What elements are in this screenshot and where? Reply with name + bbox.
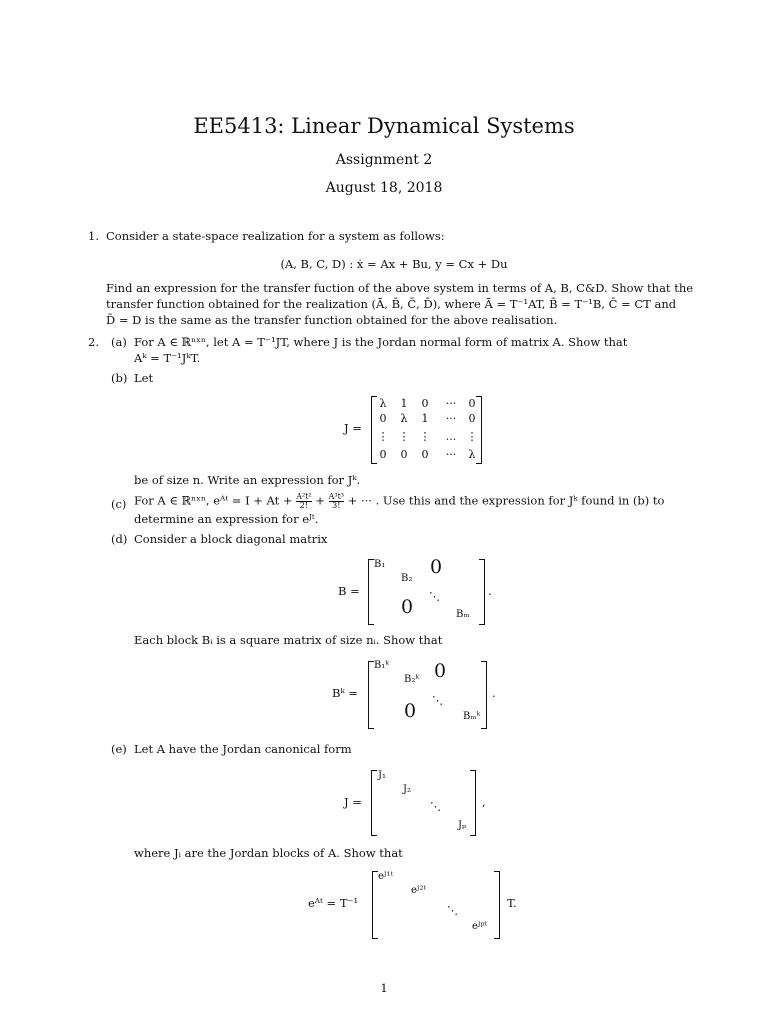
q2b-matrix-cell: ··· xyxy=(445,448,457,461)
document-subtitle: Assignment 2 xyxy=(335,152,433,168)
q2c-frac-1 xyxy=(296,493,311,510)
q2b-matrix-cell: ⋮ xyxy=(419,430,431,443)
q2e-j2: J₂ xyxy=(403,784,412,795)
q2b-text: Let xyxy=(134,371,154,385)
q2c-label: (c) xyxy=(111,497,127,511)
q2d-period: . xyxy=(488,584,492,598)
q2e-jp: Jₚ xyxy=(458,820,467,831)
q2e-comma: , xyxy=(482,795,486,809)
q2c-frac-2-num: A³t³ xyxy=(328,492,344,501)
page-number: 1 xyxy=(380,981,388,995)
q2e-lhs: J = xyxy=(344,795,362,809)
q2b-matrix-cell: ⋮ xyxy=(398,430,410,443)
q2c-line-1-pre: For A ∈ ℝⁿˣⁿ, eᴬᵗ = I + At + xyxy=(134,493,293,508)
q2d-bmk: Bₘᵏ xyxy=(463,711,481,722)
q2a-line-1: For A ∈ ℝⁿˣⁿ, let A = T⁻¹JT, where J is the Jordan normal form of matrix A. Show that xyxy=(134,335,628,349)
q2e-exp-right-bracket xyxy=(494,871,500,939)
q2d-bk-zero-upper: 0 xyxy=(434,660,447,682)
q1-text-line-3: D̄ = D is the same as the transfer function obtained for the above realisation. xyxy=(106,313,558,327)
q2e-lhs-2: eᴬᵗ = T⁻¹ xyxy=(308,896,359,910)
q2e-dots: ⋱ xyxy=(430,800,441,813)
q2b-after: be of size n. Write an expression for Jᵏ. xyxy=(134,473,361,487)
q2b-lhs: J = xyxy=(344,421,362,435)
q2d-period-2: . xyxy=(492,686,496,700)
q2e-j1: J₁ xyxy=(378,770,387,781)
q2d-bk-zero-lower: 0 xyxy=(404,700,417,722)
q2d-label: (d) xyxy=(111,532,128,546)
q2d-b1k: B₁ᵏ xyxy=(374,660,390,671)
q2b-matrix-cell: 0 xyxy=(400,448,408,461)
q2a-label: (a) xyxy=(111,335,127,349)
q2c-plus: + xyxy=(315,493,325,508)
q1-number: 1. xyxy=(88,229,99,243)
q2b-matrix-cell: 0 xyxy=(468,397,476,410)
q2e-right-bracket xyxy=(470,770,476,836)
q2e-ep: eᴶᵖᵗ xyxy=(472,921,487,932)
q2c-line-2: determine an expression for eᴶᵗ. xyxy=(134,512,319,526)
q2d-bk-right-bracket xyxy=(481,661,487,729)
q2b-matrix-cell: 1 xyxy=(400,397,408,410)
q2b-matrix-cell: ... xyxy=(445,430,457,443)
q2b-matrix-cell: λ xyxy=(379,397,387,410)
q2c-line-1 xyxy=(134,493,664,510)
q2c-frac-1-den: 2! xyxy=(299,501,309,510)
q2d-zero-lower: 0 xyxy=(401,596,414,618)
q2b-matrix-cell: ··· xyxy=(445,412,457,425)
q2c-frac-2 xyxy=(329,493,344,510)
q2b-label: (b) xyxy=(111,371,128,385)
q2b-matrix-cell: ··· xyxy=(445,397,457,410)
q2d-lhs: B = xyxy=(338,584,360,598)
q2d-text-2: Each block Bᵢ is a square matrix of size nᵢ. Show that xyxy=(134,633,443,647)
q2b-matrix-cell: 0 xyxy=(379,448,387,461)
q2b-matrix-cell: ⋮ xyxy=(466,430,478,443)
document-title: EE5413: Linear Dynamical Systems xyxy=(193,114,575,138)
q2e-text-2: where Jᵢ are the Jordan blocks of A. Show that xyxy=(134,846,403,860)
q2b-matrix-cell: 0 xyxy=(421,448,429,461)
q2d-lhs-2: Bᵏ = xyxy=(332,686,358,700)
q2e-text: Let A have the Jordan canonical form xyxy=(134,742,352,756)
q2d-text: Consider a block diagonal matrix xyxy=(134,532,328,546)
q2b-matrix-cell: ⋮ xyxy=(377,430,389,443)
q2-number: 2. xyxy=(88,335,99,349)
q1-text-line-2: transfer function obtained for the realization (Ā, B̄, C̄, D̄), where Ā = T⁻¹AT, B̄ = T⁻¹B, C̄ = CT and xyxy=(106,297,677,311)
q1-text-line-1: Find an expression for the transfer fuction of the above system in terms of A, B, C&D. Show that the xyxy=(106,281,694,295)
q2d-dots: ⋱ xyxy=(429,590,440,603)
document-date: August 18, 2018 xyxy=(325,180,443,196)
q2d-b1: B₁ xyxy=(374,559,386,570)
q2b-matrix-cell: 0 xyxy=(379,412,387,425)
q2e-left-bracket xyxy=(371,770,377,836)
q2e-e1: eᴶ¹ᵗ xyxy=(378,871,393,882)
q2b-matrix-cell: 0 xyxy=(421,397,429,410)
q2b-matrix-cell: 1 xyxy=(421,412,429,425)
q2e-e2: eᴶ²ᵗ xyxy=(411,885,426,896)
q2e-label: (e) xyxy=(111,742,127,756)
q1-equation: (A, B, C, D) : ẋ = Ax + Bu, y = Cx + Du xyxy=(280,257,508,271)
q2c-frac-1-num: A²t² xyxy=(296,492,312,501)
q2e-exp-dots: ⋱ xyxy=(447,904,458,917)
q1-intro: Consider a state-space realization for a system as follows: xyxy=(106,229,445,243)
q2b-matrix-cell: λ xyxy=(468,448,476,461)
q2a-line-2: Aᵏ = T⁻¹JᵏT. xyxy=(134,351,201,365)
q2d-b2: B₂ xyxy=(401,573,413,584)
q2c-line-1-post: + ··· . Use this and the expression for Jᵏ found in (b) to xyxy=(347,493,665,508)
q2e-rhs: T. xyxy=(507,896,517,910)
q2d-bm: Bₘ xyxy=(456,609,470,620)
q2d-right-bracket xyxy=(479,559,485,625)
q2d-bk-dots: ⋱ xyxy=(432,694,443,707)
q2d-zero-upper: 0 xyxy=(430,556,443,578)
q2c-frac-2-den: 3! xyxy=(332,501,341,510)
q2b-matrix-cell: λ xyxy=(400,412,408,425)
q2d-bk-left-bracket xyxy=(368,661,374,729)
q2d-b2k: B₂ᵏ xyxy=(404,674,420,685)
q2b-matrix-cell: 0 xyxy=(468,412,476,425)
